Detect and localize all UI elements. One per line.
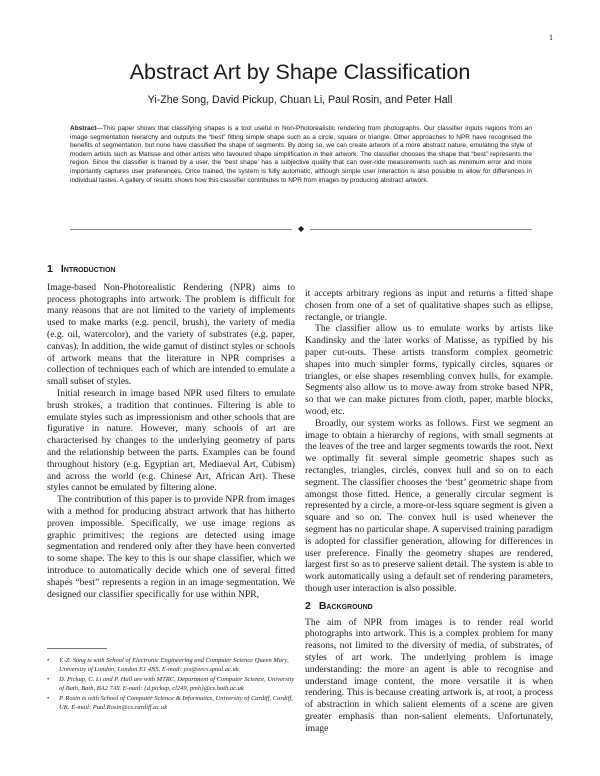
footnotes [47,648,295,714]
paragraph: it accepts arbitrary regions as input and returns a fitted shape chosen from one of a set of qualitative shapes such as ellipse, rectangle, or triangle. [305,288,553,323]
section-number: 2 [305,599,311,612]
footnote-rule [47,648,107,649]
abstract-text: —This paper shows that classifying shapes is a tool useful in Non-Photorealistic rendering from photographs. Our classifier inputs regions from an image segmentation hierarchy and outputs the “best” fitting simple shape such as a circle, square or triangle. Other approaches to NPR have recognised the benefits of segmentation, but none have classified the shape of segments. By doing so, we can create artwork of a more abstract nature, emulating the style of modern artists such as Matisse and other artists who favoured shape simplification in their artwork. The classifier chooses the shape that “best” represents the region. Since the classifier is trained by a user, the ‘best shape’ has a subjective quality that can over-ride measurements such as minimum error and more importantly captures user preferences. Once trained, the system is fully automatic, although simple user interaction is also possible to allow for differences in individual tastes. A gallery of results shows how this classifier contributes to NPR from images by producing abstract artwork. [70,125,532,184]
paragraph: Broadly, our system works as follows. First we segment an image to obtain a hierarchy of regions, with small segments at the leaves of the tree and larger segments towards the root. Next we optimally fit several simple geometric shapes such as rectangles, triangles, circles, convex hull and so on to each segment. The classifier chooses the ‘best’ geometric shape from amongst those fitted. Hence, a generally circular segment is represented by a circle, a more-or-less square segment is given a square and so on. The convex hull is used whenever the segment has no particular shape. A supervised training paradigm is adopted for classifier generation, allowing for differences in user preference. Finally the geometry shapes are rendered, largest first so as to preserve salient detail. The system is able to work automatically using a default set of rendering parameters, though user interaction is also possible. [305,417,553,594]
section-divider [70,224,532,234]
divider-line-left [70,229,292,230]
paragraph: The contribution of this paper is to provide NPR from images with a method for producing abstract artwork that has hitherto proven impossible. Specifically, we use image regions as graphic primitives; the regions are detected using image segmentation and rendered only after they have been converted to some shape. The key to this is our shape classifier, which we introduce to automatically decide which one of several fitted shapes “best” represents a region in an image segmentation. We designed our classifier specifically for use within NPR, [47,494,295,600]
author-list: Yi-Zhe Song, David Pickup, Chuan Li, Paul Rosin, and Peter Hall [147,94,453,106]
section-heading-background [305,601,553,613]
diamond-icon: ◆ [298,224,305,233]
footnote-text: P. Rosin is with School of Computer Science & Informatics, University of Cardiff, Cardiff, UK. E-mail: Paul.Rosin@cs.cardiff.ac.uk [59,695,293,711]
right-column [305,288,553,760]
section-title: Introduction [60,264,116,275]
divider-line-right [310,229,532,230]
paragraph: Initial research in image based NPR used filters to emulate brush strokes, a tradition that continues. Filtering is able to emulate styles such as impressionism and other schools that are figurative in nature. However, many schools of art are characterised by changes to the underlying geometry of parts and the relationship between the parts. Examples can be found throughout history (e.g. Egyptian art, Mediaeval Art, Cubism) and across the world (e.g. Chinese Art, African Art). These styles cannot be emulated by filtering alone. [47,387,295,494]
section-title: Background [318,599,373,612]
bullet-icon: • [47,695,50,702]
paragraph: The classifier allow us to emulate works by artists like Kandinsky and the later works of Matisse, as typified by his paper cut-outs. These artists transform complex geometric shapes into much simpler forms, typically circles, squares or triangles, or else shapes resembling convex hulls, for example. Segments also allow us to move away from stroke based NPR, so that we can make pictures from cloth, paper, marble blocks, wood, etc. [305,323,553,417]
footnote [47,695,295,712]
bullet-icon: • [47,676,50,683]
abstract [70,125,532,213]
footnote-text: Y.-Z. Song is with School of Electronic Engineering and Computer Science Queen Mary, University of London, London E1 4NS. E-mail: yzs@eecs.qmul.ac.uk [59,657,289,673]
paragraph: Image-based Non-Photorealistic Rendering (NPR) aims to process photographs into artwork. The problem is difficult for many reasons that are not limited to the variety of implements used to make marks (e.g. pencil, brush), the variety of media (e.g. oil, watercolor), and the variety of substrates (e.g. paper, canvas). In addition, the wide gamut of distinct styles or schools of artwork means that the literature in NPR comprises a collection of techniques each of which are intended to emulate a small subset of styles. [47,281,295,388]
bullet-icon: • [47,657,50,664]
footnote [47,676,295,693]
abstract-label: Abstract [70,125,97,132]
paragraph: The aim of NPR from images is to render real world photographs into artwork. This is a complex problem for many reasons, not limited to the diversity of media, of substrates, of styles of art work. The underlying problem is image understanding: the more an agent is able to recognise and understand image content, the more versatile it is when rendering. This is because creating artwork is, at root, a process of abstraction in which salient elements of a scene are given greater emphasis than non-salient elements. Unfortunately, image [305,616,553,734]
left-column [47,264,295,644]
footnote-text: D. Pickup, C. Li and P. Hall are with MTRC, Department of Computer Science, University of Bath, Bath, BA2 7AY. E-mail: {d.pickup, cl249, pmh}@cs.bath.ac.uk [59,676,295,692]
footnote [47,657,295,674]
section-number: 1 [47,264,53,275]
section-heading-introduction [47,264,295,276]
paper-title: Abstract Art by Shape Classification [129,60,471,84]
page-number: 1 [549,33,553,42]
